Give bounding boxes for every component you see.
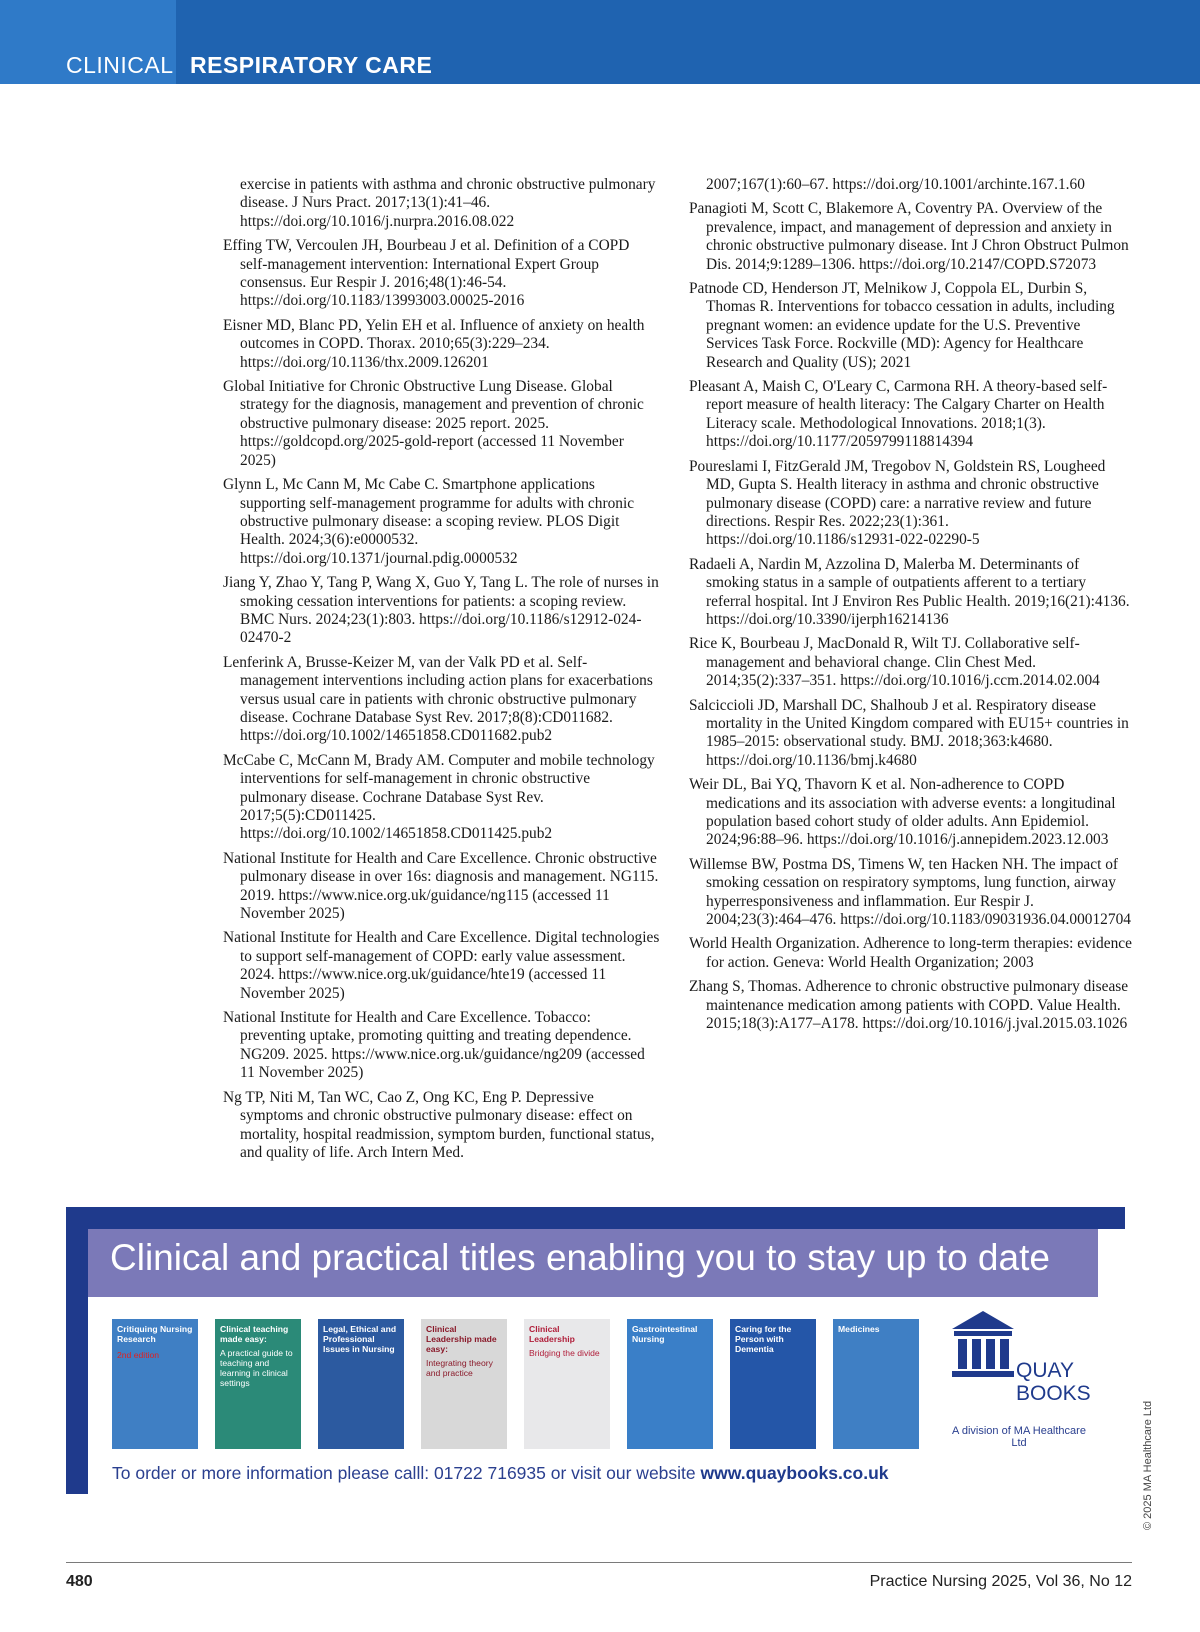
reference-entry: Rice K, Bourbeau J, MacDonald R, Wilt TJ. Collaborative self-management and behavioral change. Clin Chest Med. 2014;35(2):337–351. https://doi.org/10.1016/j.ccm.2014.02.004 — [689, 635, 1100, 690]
reference-entry: National Institute for Health and Care Excellence. Tobacco: preventing uptake, promoting quitting and treating dependence. NG209. 2025. https://www.nice.org.uk/guidance/ng209 (accessed 11 November 2025) — [223, 1009, 645, 1082]
header-section-label: CLINICAL — [66, 52, 174, 78]
page-number: 480 — [66, 1573, 93, 1590]
references-left-column — [223, 176, 660, 1168]
book-cover[interactable] — [627, 1319, 713, 1449]
book-cover[interactable] — [421, 1319, 507, 1449]
order-text: To order or more information please calll: 01722 716935 or visit our website — [112, 1463, 701, 1483]
book-title: Clinical teaching made easy: — [220, 1324, 289, 1344]
ad-banner — [88, 1229, 1098, 1297]
page-header — [0, 0, 1200, 84]
reference-entry: McCabe C, McCann M, Brady AM. Computer and mobile technology interventions for self-management in chronic obstructive pulmonary disease. Cochrane Database Syst Rev. 2017;5(5):CD011425. https://doi.org/10.1002/14651858.CD011425.pub2 — [223, 751, 655, 843]
reference-entry: Eisner MD, Blanc PD, Yelin EH et al. Influence of anxiety on health outcomes in COPD. Thorax. 2010;65(3):229–234. https://doi.org/10.1136/thx.2009.126201 — [223, 316, 645, 371]
reference-entry: Global Initiative for Chronic Obstructive Lung Disease. Global strategy for the diagnosis, management and prevention of chronic obstructive pulmonary disease: 2025 report. 2025. https://goldcopd.org/2025-gold-report (accessed 11 November 2025) — [223, 378, 644, 469]
advertisement — [66, 1207, 1125, 1494]
journal-citation: Practice Nursing 2025, Vol 36, No 12 — [869, 1573, 1132, 1590]
reference-entry: Patnode CD, Henderson JT, Melnikow J, Coppola EL, Durbin S, Thomas R. Interventions for tobacco cessation in adults, including pregnant women: an evidence update for the U.S. Preventive Services Task Force. Rockville (MD): Agency for Healthcare Research and Quality (US); 2021 — [689, 280, 1115, 371]
reference-entry: National Institute for Health and Care Excellence. Digital technologies to support self-management of COPD: early value assessment. 2024. https://www.nice.org.uk/guidance/hte19 (accessed 11 November 2025) — [223, 929, 660, 1002]
reference-entry: Panagioti M, Scott C, Blakemore A, Coventry PA. Overview of the prevalence, impact, and management of depression and anxiety in chronic obstructive pulmonary disease. Int J Chron Obstruct Pulmon Dis. 2014;9:1289–1306. https://doi.org/10.2147/COPD.S72073 — [689, 200, 1129, 273]
book-title: Caring for the Person with Dementia — [735, 1324, 792, 1354]
reference-entry: National Institute for Health and Care Excellence. Chronic obstructive pulmonary disease in over 16s: diagnosis and management. NG115. 2019. https://www.nice.org.uk/guidance/ng115 (accessed 11 November 2025) — [223, 849, 659, 923]
website-link[interactable]: www.quaybooks.co.uk — [700, 1463, 889, 1483]
book-subtitle: Integrating theory and practice — [426, 1358, 493, 1378]
book-cover[interactable] — [730, 1319, 816, 1449]
reference-entry: Salciccioli JD, Marshall DC, Shalhoub J et al. Respiratory disease mortality in the United Kingdom compared with EU15+ countries in 1985–2015: observational study. BMJ. 2018;363:k4680. https://doi.org/10.1136/bmj.k4680 — [689, 696, 1129, 769]
book-title: Clinical Leadership — [529, 1324, 575, 1344]
reference-entry: World Health Organization. Adherence to long-term therapies: evidence for action. Geneva: World Health Organization; 2003 — [689, 935, 1132, 971]
book-cover[interactable] — [318, 1319, 404, 1449]
reference-entry: Poureslami I, FitzGerald JM, Tregobov N, Goldstein RS, Lougheed MD, Gupta S. Health literacy in asthma and chronic obstructive pulmonary disease (COPD) care: a narrative review and future directions. Respir Res. 2022;23(1):361. https://doi.org/10.1186/s12931-022-02290-5 — [689, 457, 1106, 549]
order-info — [112, 1463, 889, 1484]
reference-entry: Ng TP, Niti M, Tan WC, Cao Z, Ong KC, Eng P. Depressive symptoms and chronic obstructive pulmonary disease: effect on mortality, hospital readmission, symptom burden, functional status, and quality of life. Arch Intern Med. — [223, 1088, 655, 1161]
reference-entry: exercise in patients with asthma and chronic obstructive pulmonary disease. J Nurs Pract. 2017;13(1):41–46. https://doi.org/10.1016/j.nurpra.2016.08.022 — [240, 176, 656, 230]
reference-entry: Lenferink A, Brusse-Keizer M, van der Valk PD et al. Self-management interventions including action plans for exacerbations versus usual care in patients with chronic obstructive pulmonary disease. Cochrane Database Syst Rev. 2017;8(8):CD011682. https://doi.org/10.1002/14651858.CD011682.pub2 — [223, 653, 653, 745]
header-topic-label: RESPIRATORY CARE — [190, 52, 433, 78]
reference-entry: Jiang Y, Zhao Y, Tang P, Wang X, Guo Y, Tang L. The role of nurses in smoking cessation interventions for patients: a scoping review. BMC Nurs. 2024;23(1):803. https://doi.org/10.1186/s12912-024-02470-2 — [223, 574, 659, 647]
references-right-column — [689, 176, 1134, 1039]
copyright-notice: © 2025 MA Healthcare Ltd — [1142, 1400, 1154, 1530]
publisher-tagline: A division of MA Healthcare Ltd — [952, 1425, 1086, 1449]
reference-entry: Radaeli A, Nardin M, Azzolina D, Malerba M. Determinants of smoking status in a sample of outpatients afferent to a tertiary referral hospital. Int J Environ Res Public Health. 2019;16(21):4136. https://doi.org/10.3390/ijerph16214136 — [689, 555, 1130, 628]
publisher-name-line2: BOOKS — [1016, 1382, 1091, 1405]
book-title: Legal, Ethical and Professional Issues in Nursing — [323, 1324, 397, 1354]
publisher-name-line1: QUAY — [1016, 1359, 1074, 1382]
book-title: Critiquing Nursing Research — [117, 1324, 193, 1344]
publisher-name — [1016, 1359, 1091, 1405]
book-title: Clinical Leadership made easy: — [426, 1324, 497, 1354]
ad-panel — [88, 1229, 1125, 1494]
book-title: Medicines — [838, 1324, 880, 1334]
building-icon — [950, 1309, 1016, 1379]
book-edition: 2nd edition — [117, 1350, 160, 1360]
footer-divider — [66, 1562, 1132, 1563]
ad-headline: Clinical and practical titles enabling you to stay up to date — [110, 1237, 1050, 1278]
reference-entry: Pleasant A, Maish C, O'Leary C, Carmona RH. A theory-based self-report measure of health literacy: The Calgary Charter on Health Literacy scale. Methodological Innovations. 2018;1(3). https://doi.org/10.1177/2059799118814394 — [689, 378, 1108, 451]
book-subtitle: Bridging the divide — [529, 1348, 600, 1358]
reference-entry: Glynn L, Mc Cann M, Mc Cabe C. Smartphone applications supporting self-management programme for adults with chronic obstructive pulmonary disease: a scoping review. PLOS Digit Health. 2024;3(6):e0000532. https://doi.org/10.1371/journal.pdig.0000532 — [223, 476, 635, 567]
book-cover[interactable] — [215, 1319, 301, 1449]
book-title: Gastrointestinal Nursing — [632, 1324, 698, 1344]
reference-entry: 2007;167(1):60–67. https://doi.org/10.1001/archinte.167.1.60 — [706, 176, 1085, 193]
reference-entry: Zhang S, Thomas. Adherence to chronic obstructive pulmonary disease maintenance medication among patients with COPD. Value Health. 2015;18(3):A177–A178. https://doi.org/10.1016/j.jval.2015.03.1026 — [689, 978, 1129, 1033]
reference-entry: Willemse BW, Postma DS, Timens W, ten Hacken NH. The impact of smoking cessation on respiratory symptoms, lung function, airway hyperresponsiveness and inflammation. Eur Respir J. 2004;23(3):464–476. https://doi.org/10.1183/09031936.04.00012704 — [689, 855, 1131, 929]
book-subtitle: A practical guide to teaching and learning in clinical settings — [220, 1348, 293, 1388]
reference-entry: Weir DL, Bai YQ, Thavorn K et al. Non-adherence to COPD medications and its association with adverse events: a longitudinal population based cohort study of older adults. Ann Epidemiol. 2024;96:88–96. https://doi.org/10.1016/j.annepidem.2023.12.003 — [689, 776, 1116, 849]
book-cover[interactable] — [524, 1319, 610, 1449]
book-cover[interactable] — [112, 1319, 198, 1449]
book-cover[interactable] — [833, 1319, 919, 1449]
reference-entry: Effing TW, Vercoulen JH, Bourbeau J et al. Definition of a COPD self-management intervention: International Expert Group consensus. Eur Respir J. 2016;48(1):46-54. https://doi.org/10.1183/13993003.00025-2016 — [223, 237, 630, 310]
quay-books-logo — [950, 1309, 1091, 1449]
